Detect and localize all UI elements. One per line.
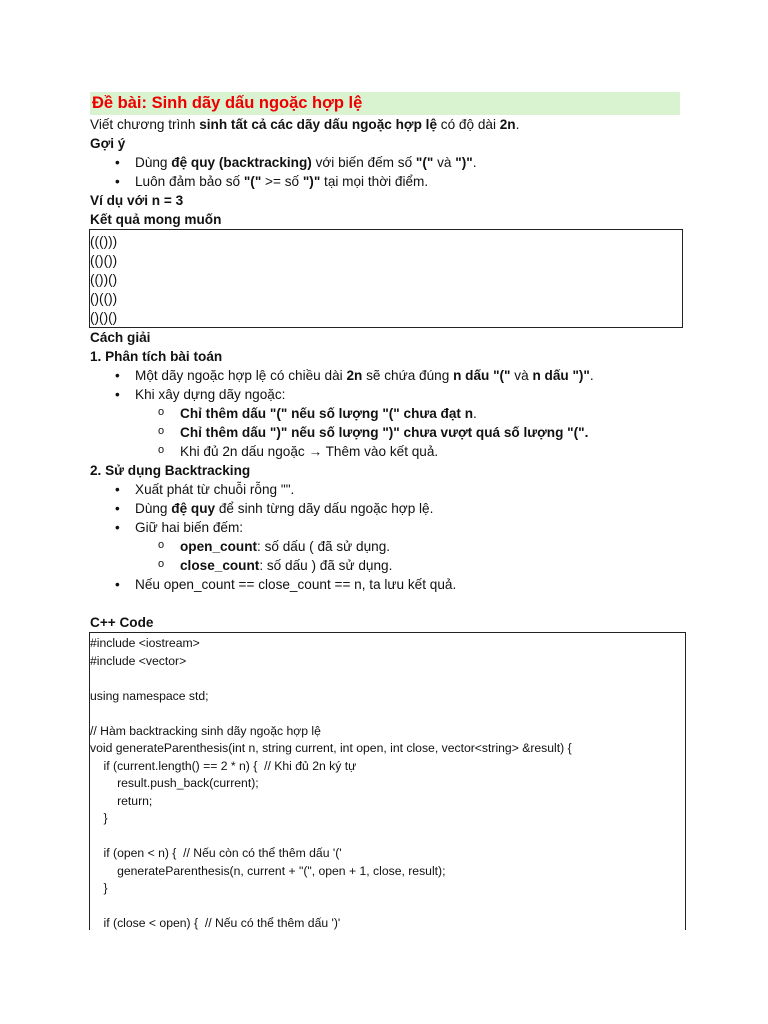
backtrack-subitem: o open_count: số dấu ( đã sử dụng. (90, 537, 686, 556)
analysis-subitem: o Chỉ thêm dấu ")" nếu số lượng ")" chưa vượt quá số lượng "(". (90, 423, 686, 442)
backtrack-subitem: o close_count: số dấu ) đã sử dụng. (90, 556, 686, 575)
output-line: (())() (90, 272, 118, 287)
code-line: void generateParenthesis(int n, string current, int open, int close, vector<string> &result) { (90, 741, 572, 755)
backtrack-item: • Nếu open_count == close_count == n, ta lưu kết quả. (90, 575, 686, 594)
document-page (90, 92, 686, 930)
code-heading: C++ Code (90, 615, 154, 630)
code-line: result.push_back(current); (90, 776, 259, 790)
code-line (90, 705, 685, 723)
code-line: return; (90, 793, 153, 808)
backtrack-list (90, 480, 686, 537)
code-line: #include <vector> (90, 653, 187, 668)
backtrack-sublist (90, 537, 686, 575)
output-line: ((())) (90, 234, 118, 249)
analysis-list (90, 366, 686, 404)
code-line (90, 828, 685, 846)
hint-item: • Dùng đệ quy (backtracking) với biến đếm số "(" và ")". (90, 153, 686, 172)
backtrack-heading: 2. Sử dụng Backtracking (90, 463, 251, 478)
example-heading: Ví dụ với n = 3 (90, 193, 184, 208)
hint-heading: Gợi ý (90, 136, 126, 151)
spacer (90, 594, 686, 613)
code-box (89, 632, 686, 930)
hint-list (90, 153, 686, 191)
analysis-subitem: o Khi đủ 2n dấu ngoặc → Thêm vào kết quả. (90, 442, 686, 461)
code-line: // Hàm backtracking sinh dãy ngoặc hợp lệ (90, 723, 321, 738)
code-line (90, 898, 685, 916)
backtrack-item: • Dùng đệ quy để sinh từng dãy dấu ngoặc hợp lệ. (90, 499, 686, 518)
output-line: ()()() (90, 310, 118, 325)
output-line: ()(()) (90, 291, 118, 306)
code-line: using namespace std; (90, 688, 209, 703)
code-line: if (close < open) { // Nếu có thể thêm dấu ')' (90, 916, 341, 930)
analysis-sublist (90, 404, 686, 461)
expected-output-box (89, 229, 683, 328)
code-line: generateParenthesis(n, current + "(", open + 1, close, result); (90, 863, 446, 878)
expected-heading: Kết quả mong muốn (90, 212, 222, 227)
solution-heading: Cách giải (90, 330, 151, 345)
code-line: } (90, 881, 108, 895)
code-line (90, 670, 685, 688)
backtrack-item: • Giữ hai biến đếm: (90, 518, 686, 537)
analysis-item: • Một dãy ngoặc hợp lệ có chiều dài 2n sẽ chứa đúng n dấu "(" và n dấu ")". (90, 366, 686, 385)
hint-item: • Luôn đảm bảo số "(" >= số ")" tại mọi thời điểm. (90, 172, 686, 191)
intro-paragraph: Viết chương trình sinh tất cả các dãy dấu ngoặc hợp lệ có độ dài 2n. (90, 117, 520, 132)
code-line: if (open < n) { // Nếu còn có thể thêm dấu '(' (90, 846, 342, 860)
code-line: #include <iostream> (90, 636, 200, 650)
output-line: (()()) (90, 253, 118, 268)
code-line: if (current.length() == 2 * n) { // Khi đủ 2n ký tự (90, 758, 357, 773)
code-line: } (90, 811, 108, 825)
analysis-heading: 1. Phân tích bài toán (90, 349, 223, 364)
backtrack-list-end (90, 575, 686, 594)
backtrack-item: • Xuất phát từ chuỗi rỗng "". (90, 480, 686, 499)
document-title: Đề bài: Sinh dãy dấu ngoặc hợp lệ (90, 92, 680, 115)
analysis-subitem: o Chỉ thêm dấu "(" nếu số lượng "(" chưa đạt n. (90, 404, 686, 423)
analysis-item: • Khi xây dựng dãy ngoặc: (90, 385, 686, 404)
